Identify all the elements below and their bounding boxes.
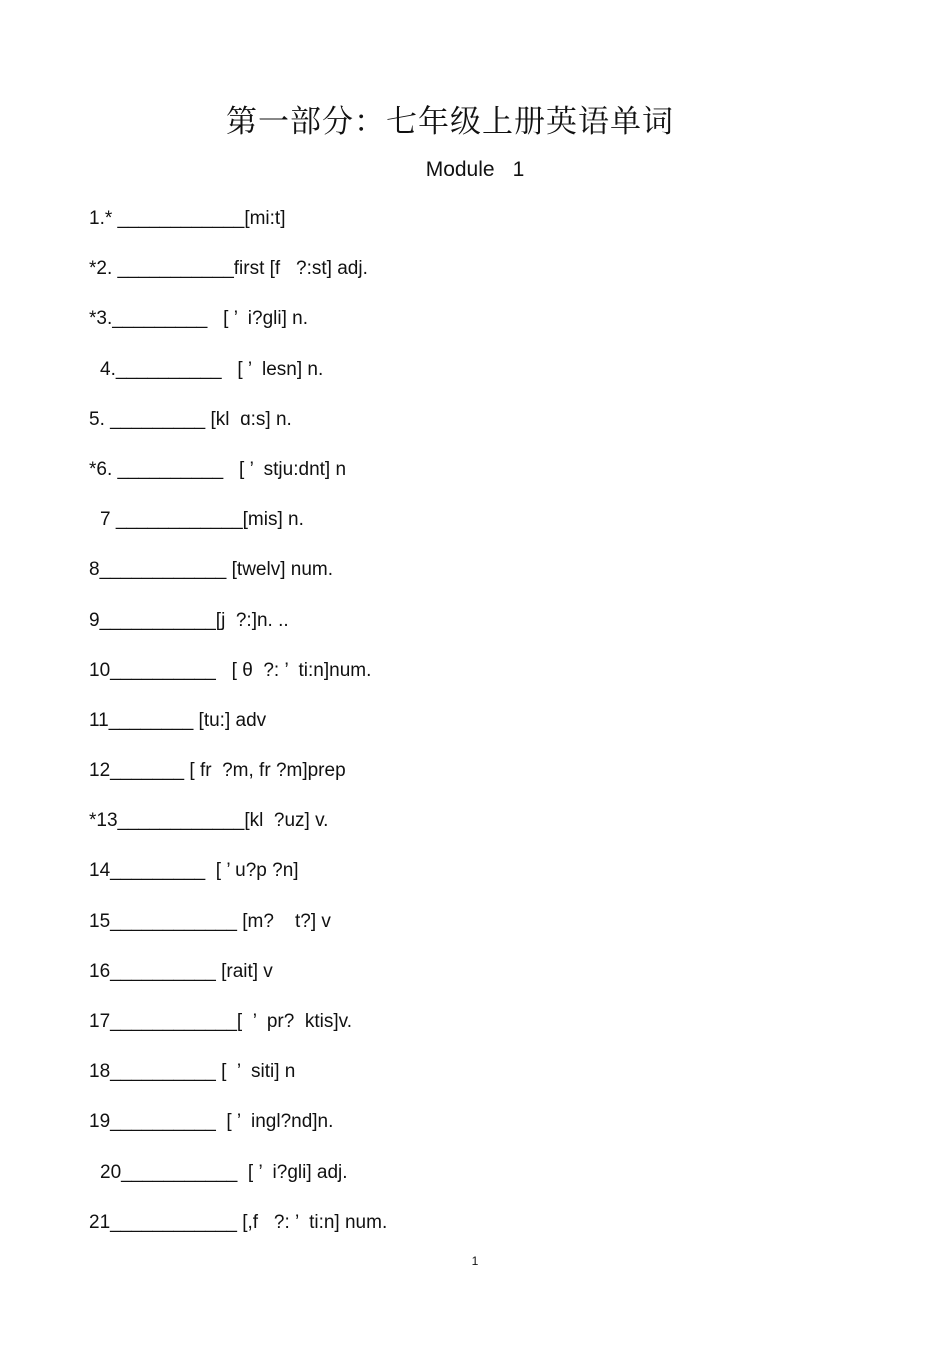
vocabulary-row: *3._________ [ ’ i?gli] n. (89, 308, 309, 330)
vocabulary-list (89, 206, 889, 1260)
vocabulary-row: *2. ___________first [f ?:st] adj. (89, 258, 368, 280)
page-title: 第一部分：七年级上册英语单词 (226, 104, 674, 140)
vocabulary-row: 18__________ [ ’ siti] n (89, 1061, 296, 1083)
vocabulary-row: 9___________[j ?:]n. .. (89, 609, 289, 631)
vocabulary-row: 7 ____________[mis] n. (100, 509, 304, 531)
vocabulary-row: 16__________ [rait] v (89, 960, 273, 982)
vocabulary-row: 19__________ [ ’ ingl?nd]n. (89, 1111, 334, 1133)
module-number: 1 (512, 158, 525, 181)
vocabulary-row: 20___________ [ ’ i?gli] adj. (100, 1161, 348, 1183)
vocabulary-row: 15____________ [m? t?] v (89, 910, 331, 932)
module-heading (0, 158, 950, 182)
page-number: 1 (471, 1254, 479, 1268)
vocabulary-row: 11________ [tu:] adv (89, 709, 267, 731)
module-label: Module (425, 158, 495, 181)
vocabulary-row: 12_______ [ fr ?m, fr ?m]prep (89, 760, 346, 782)
vocabulary-row: *6. __________ [ ’ stju:dnt] n (89, 458, 347, 480)
vocabulary-row: 4.__________ [ ’ lesn] n. (100, 358, 324, 380)
vocabulary-row: 5. _________ [kl ɑ:s] n. (89, 408, 292, 430)
vocabulary-row: 1.* ____________[mi:t] (89, 208, 286, 229)
vocabulary-row: 14_________ [ ’ u?p ?n] (89, 860, 299, 882)
vocabulary-row: 21____________ [,f ?: ’ ti:n] num. (89, 1211, 388, 1233)
vocabulary-row: *13____________[kl ?uz] v. (89, 810, 329, 832)
vocabulary-row: 8____________ [twelv] num. (89, 559, 334, 581)
vocabulary-row: 17____________[ ’ pr? ktis]v. (89, 1011, 353, 1032)
vocabulary-row: 10__________ [ θ ?: ’ ti:n]num. (89, 659, 372, 681)
